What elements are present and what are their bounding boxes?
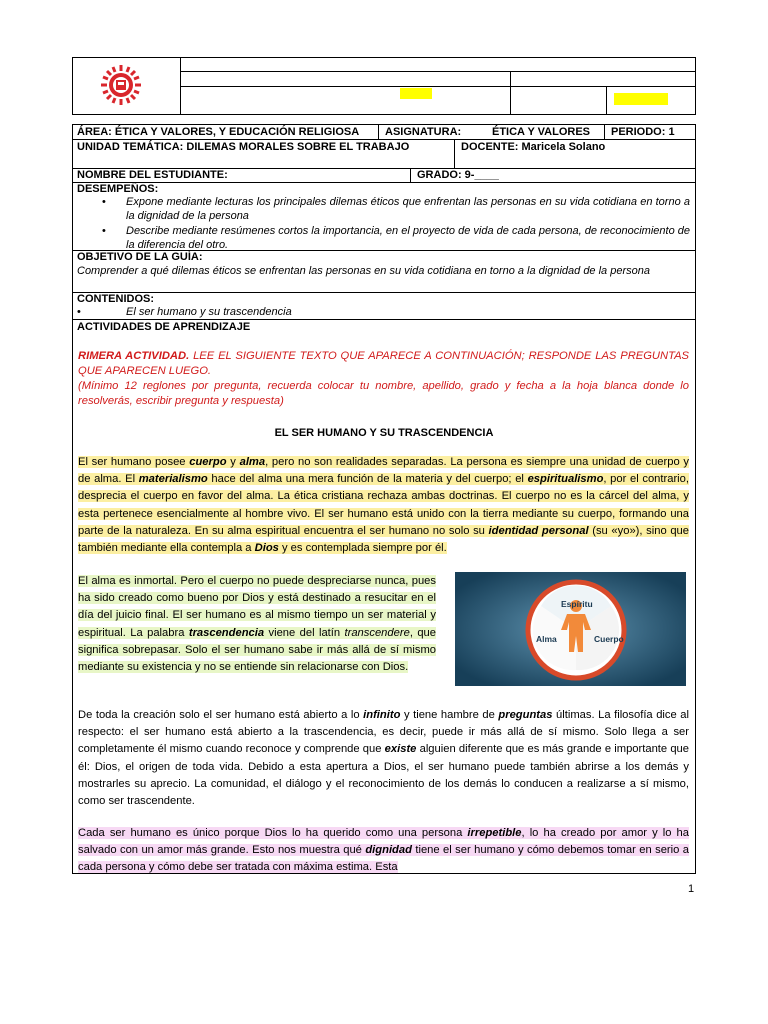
actividad-note: (Mínimo 12 reglones por pregunta, recuerda colocar tu nombre, apellido, grado y fecha a la hoja blanca donde lo resolverás, escribir pregunta y respuesta) xyxy=(78,380,689,407)
desempeno-2: Describe mediante resúmenes cortos la importancia, en el proyecto de vida de cada persona, de reconocimiento de la diferencia del otro. xyxy=(126,225,690,251)
area-label: ÁREA: ÉTICA Y VALORES, Y EDUCACIÓN RELIGIOSA xyxy=(77,126,360,138)
unidad-tematica: UNIDAD TEMÁTICA: DILEMAS MORALES SOBRE EL TRABAJO xyxy=(77,141,410,153)
header-col-line xyxy=(510,71,511,115)
school-seal-icon xyxy=(96,62,146,108)
desempeno-1: Expone mediante lecturas los principales dilemas éticos que enfrentan las personas en su vida cotidiana en torno a la dignidad de la persona xyxy=(126,196,690,222)
reading-paragraph-3: De toda la creación solo el ser humano está abierto a lo infinito y tiene hambre de preguntas últimas. La filosofía dice al respecto: el ser humano está abierto a la trascendencia, es decir, puede ir más allá de sí mismo. Solo llega a ser completamente él mismo cuando reconoce y comprende que existe alguien diferente que es más grande e importante que él: Dios, el origen de toda vida. Debido a esta apertura a Dios, el ser humano puede también abrirse a los demás y mostrarles su aprecio. La comunidad, el diálogo y el reconocimiento de los demás lo conducen a realizarse a sí mismo, como ser trascendente. xyxy=(78,709,689,808)
figure-label-alma: Alma xyxy=(536,634,557,644)
periodo: PERIODO: 1 xyxy=(611,126,675,138)
reading-paragraph-1: El ser humano posee cuerpo y alma, pero no son realidades separadas. La persona es siempre una unidad de cuerpo y de alma. El materialismo hace del alma una mera función de la materia y del cuerpo; el espiritualismo, por el contrario, desprecia el cuerpo en favor del alma. La ética cristiana rechaza ambas doctrinas. El cuerpo no es la cárcel del alma, y esta pertenece esencialmente al hombre vivo. El ser humano está unido con la tierra mediante su cuerpo, formando una parte de la naturaleza. En su alma espiritual encuentra el ser humano no solo su identidad personal (su «yo»), sino que también mediante ella contempla a Dios y es contemplada siempre por él. xyxy=(78,456,690,555)
info-col-line xyxy=(454,139,455,168)
header-col-line-2 xyxy=(606,86,607,115)
list-item: • Expone mediante lecturas los principales dilemas éticos que enfrentan las personas en su vida cotidiana en torno a la dignidad de la persona xyxy=(102,196,690,222)
yellow-mark-2 xyxy=(614,93,668,105)
info-col-line xyxy=(410,168,411,182)
row-line xyxy=(72,139,696,140)
reading-paragraph-2: El alma es inmortal. Pero el cuerpo no puede despreciarse nunca, pues ha sido creado como bueno por Dios y está destinado a resucitar en el día del juicio final. El ser humano es al mismo tiempo un ser material y espiritual. La palabra trascendencia viene del latín transcendere, que significa sobrepasar. Solo el ser humano sabe ir más allá de sí mismo mediante su existencia y no se entiende sin relacionarse con Dios. xyxy=(78,575,436,674)
alma-cuerpo-espiritu-figure xyxy=(455,572,686,686)
info-col-line xyxy=(378,124,379,139)
reading-paragraph-4: Cada ser humano es único porque Dios lo ha querido como una persona irrepetible, lo ha creado por amor y lo ha salvado con un amor más grande. Esto nos muestra qué dignidad tiene el ser humano y cómo debemos tomar en serio a cada persona y cómo debe ser tratada con máxima estima. Esta xyxy=(78,827,689,874)
page-number: 1 xyxy=(688,883,695,895)
objetivo-title: OBJETIVO DE LA GUÍA: xyxy=(77,251,203,263)
reading-title: EL SER HUMANO Y SU TRASCENDENCIA xyxy=(274,427,494,439)
grado: GRADO: 9-____ xyxy=(417,169,499,181)
nombre-estudiante: NOMBRE DEL ESTUDIANTE: xyxy=(77,169,228,181)
list-item: • Describe mediante resúmenes cortos la importancia, en el proyecto de vida de cada persona, de reconocimiento de la diferencia del otro. xyxy=(102,225,690,251)
docente: DOCENTE: Maricela Solano xyxy=(461,141,606,153)
primera-label: RIMERA ACTIVIDAD. xyxy=(78,350,190,362)
figure-label-cuerpo: Cuerpo xyxy=(594,634,624,644)
row-line xyxy=(72,292,696,293)
info-col-line xyxy=(604,124,605,139)
asignatura-value: ÉTICA Y VALORES xyxy=(492,126,591,138)
desempenos-title: DESEMPEÑOS: xyxy=(77,183,159,195)
desempenos-list xyxy=(100,196,690,252)
primera-text: LEE EL SIGUIENTE TEXTO QUE APARECE A CONTINUACIÓN; RESPONDE LAS PREGUNTAS QUE APARECEN LUEGO. xyxy=(78,350,690,377)
row-line xyxy=(72,182,696,183)
header-row-line-2 xyxy=(180,86,696,87)
figure-label-espiritu: Espíritu xyxy=(561,599,593,609)
contenidos-item: El ser humano y su trascendencia xyxy=(126,306,292,318)
objetivo-text: Comprender a qué dilemas éticos se enfrentan las personas en su vida cotidiana en torno a la dignidad de la persona xyxy=(77,265,650,277)
primera-actividad xyxy=(78,349,689,409)
header-row-line xyxy=(180,71,696,72)
actividades-title: ACTIVIDADES DE APRENDIZAJE xyxy=(77,321,251,333)
asignatura-label: ASIGNATURA: xyxy=(385,126,462,138)
contenidos-bullet: • xyxy=(77,306,81,318)
contenidos-title: CONTENIDOS: xyxy=(77,293,154,305)
row-line xyxy=(72,319,696,320)
yellow-mark-1 xyxy=(400,88,432,99)
